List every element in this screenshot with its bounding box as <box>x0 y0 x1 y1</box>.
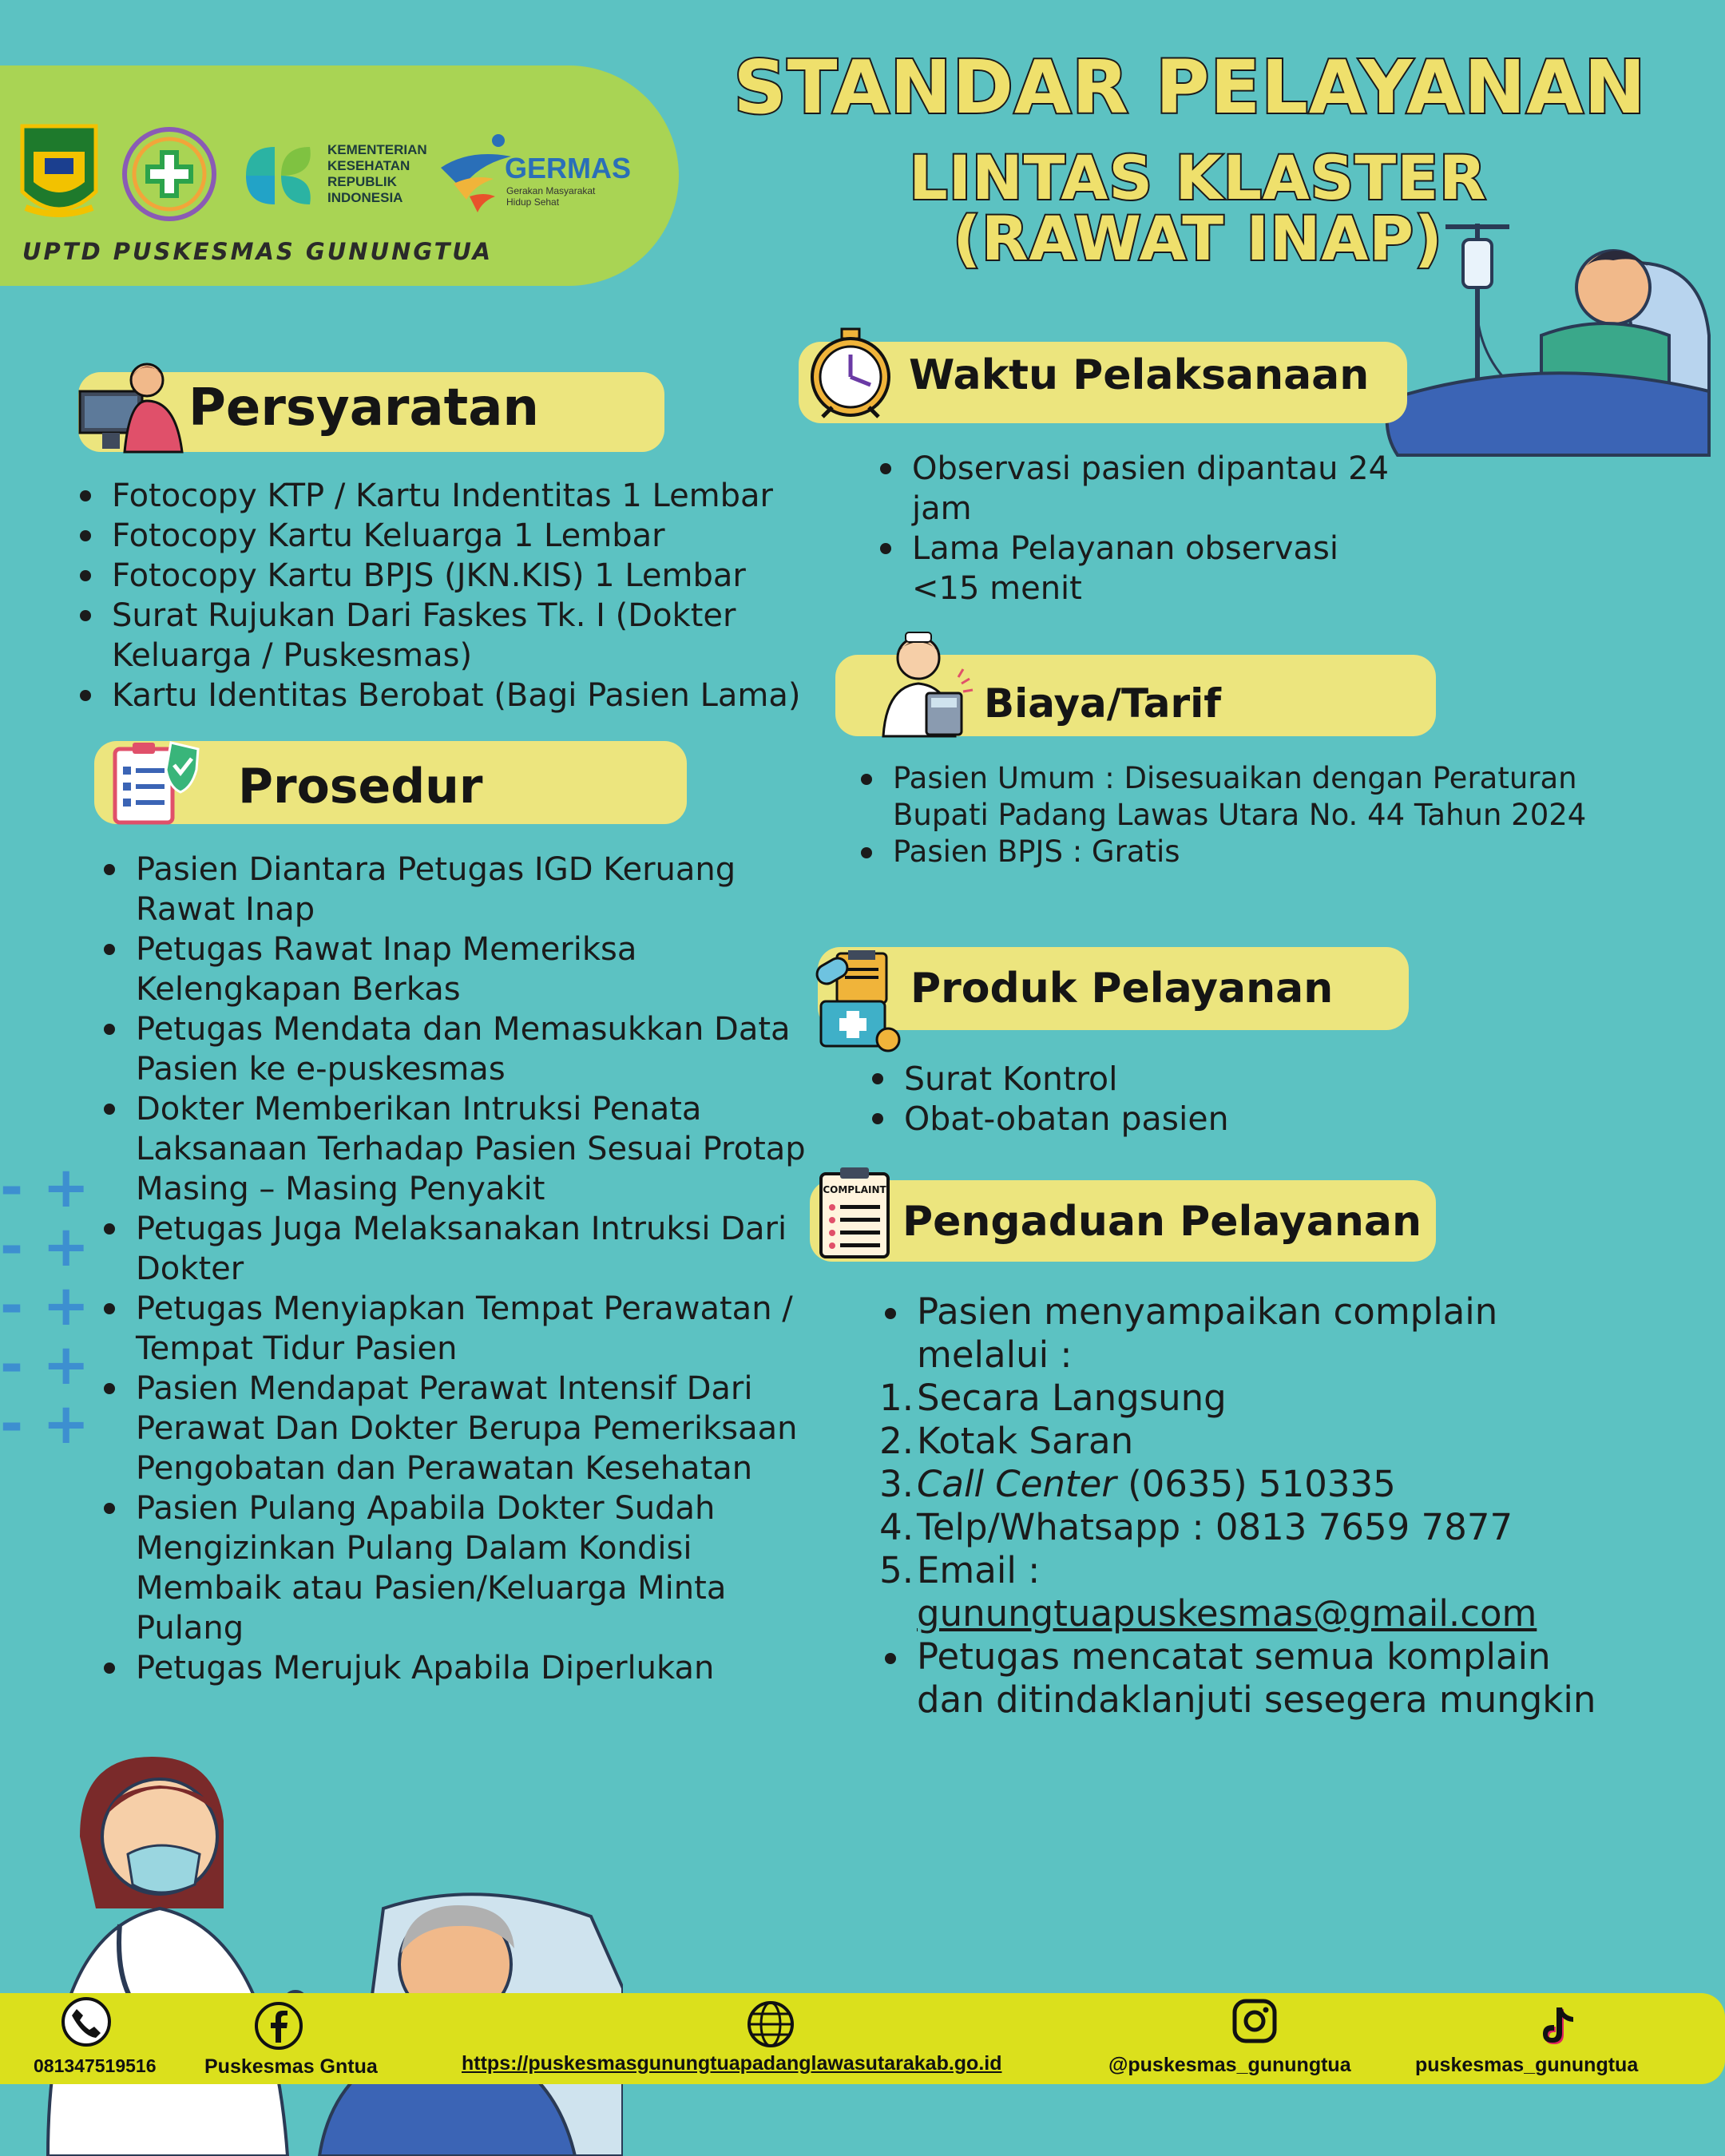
call-center-label: Call Center <box>917 1463 1116 1505</box>
list-item: Lama Pelayanan observasi <15 menit <box>912 529 1407 608</box>
kemenkes-line: KESEHATAN <box>327 158 410 173</box>
list-item: Observasi pasien dipantau 24 jam <box>912 449 1407 529</box>
decor-plus: - + <box>0 1273 90 1338</box>
kemenkes-line: INDONESIA <box>327 190 403 205</box>
puskesmas-logo <box>120 125 219 224</box>
list-item: Dokter Memberikan Intruksi Penata Laksanaan Terhadap Pasien Sesuai Protap Masing – Masing Penyakit <box>136 1089 823 1209</box>
biaya-title: Biaya/Tarif <box>984 680 1221 727</box>
kemenkes-logo <box>238 129 430 222</box>
complaint-clipboard-icon <box>818 1166 893 1260</box>
list-item <box>879 1420 1636 1463</box>
page-title: STANDAR PELAYANAN <box>733 45 1647 130</box>
list-item: Pasien BPJS : Gratis <box>893 834 1612 870</box>
page-subtitle-2: (RAWAT INAP) <box>953 203 1443 274</box>
list-item: Petugas Merujuk Apabila Diperlukan <box>136 1648 823 1688</box>
page-subtitle: LINTAS KLASTER <box>909 142 1487 213</box>
globe-icon <box>746 1999 795 2049</box>
prosedur-title: Prosedur <box>238 759 483 814</box>
patient-in-bed-illustration <box>1382 216 1717 463</box>
pengaduan-final-list <box>917 1635 1604 1722</box>
doctor-icon <box>878 631 974 738</box>
prosedur-list <box>136 850 823 1688</box>
list-item: Fotocopy KTP / Kartu Indentitas 1 Lembar <box>112 476 847 516</box>
footer-facebook[interactable]: Puskesmas Gntua <box>204 2055 378 2078</box>
biaya-list <box>893 760 1612 870</box>
list-item: Obat-obatan pasien <box>904 1099 1463 1139</box>
list-item: Petugas Rawat Inap Memeriksa Kelengkapan Berkas <box>136 929 823 1009</box>
germas-sub-line: Hidup Sehat <box>506 196 560 208</box>
list-item: Surat Kontrol <box>904 1059 1463 1099</box>
org-name: UPTD PUSKESMAS GUNUNGTUA <box>22 238 494 265</box>
footer-phone[interactable]: 081347519516 <box>34 2055 157 2076</box>
list-item: Pasien Diantara Petugas IGD Keruang Rawat Inap <box>136 850 823 929</box>
kemenkes-line: REPUBLIK <box>327 174 397 189</box>
waktu-title: Waktu Pelaksanaan <box>909 351 1370 399</box>
complaint-label: COMPLAINT <box>823 1184 886 1195</box>
list-item: Petugas mencatat semua komplain dan ditindaklanjuti sesegera mungkin <box>917 1635 1604 1722</box>
list-item: Petugas Mendata dan Memasukkan Data Pasien ke e-puskesmas <box>136 1009 823 1089</box>
step-number: 4. <box>879 1506 914 1548</box>
doctor-patient-illustration <box>32 1749 623 2156</box>
pengaduan-intro-list <box>917 1290 1604 1377</box>
persyaratan-list <box>112 476 847 715</box>
step-text: Telp/Whatsapp : 0813 7659 7877 <box>917 1506 1513 1548</box>
list-item: Surat Rujukan Dari Faskes Tk. I (Dokter Keluarga / Puskesmas) <box>112 596 799 676</box>
kemenkes-symbol-icon <box>238 136 326 216</box>
list-item: Pasien Umum : Disesuaikan dengan Peraturan Bupati Padang Lawas Utara No. 44 Tahun 2024 <box>893 760 1612 834</box>
step-number: 5. <box>879 1549 914 1591</box>
regency-logo <box>18 120 101 227</box>
kemenkes-line: KEMENTERIAN <box>327 142 427 157</box>
germas-logo <box>438 129 632 219</box>
germas-title: GERMAS <box>505 152 632 184</box>
list-item <box>879 1506 1636 1549</box>
pengaduan-steps-list <box>879 1377 1636 1635</box>
list-item: Kartu Identitas Berobat (Bagi Pasien Lama) <box>112 676 847 715</box>
list-item: Pasien menyampaikan complain melalui : <box>917 1290 1604 1377</box>
footer-tiktok[interactable]: puskesmas_gunungtua <box>1415 2054 1639 2076</box>
list-item: Petugas Juga Melaksanakan Intruksi Dari Dokter <box>136 1209 823 1289</box>
list-item: Pasien Pulang Apabila Dokter Sudah Mengizinkan Pulang Dalam Kondisi Membaik atau Pasien/Keluarga Minta Pulang <box>136 1488 823 1648</box>
medical-kit-icon <box>813 950 901 1054</box>
footer-instagram[interactable]: @puskesmas_gunungtua <box>1108 2054 1351 2076</box>
step-number: 1. <box>879 1377 914 1419</box>
decor-plus: - + <box>0 1155 90 1220</box>
persyaratan-title: Persyaratan <box>188 378 539 438</box>
list-item: Petugas Menyiapkan Tempat Perawatan / Tempat Tidur Pasien <box>136 1289 823 1369</box>
tiktok-icon <box>1538 2004 1576 2047</box>
instagram-icon <box>1231 1998 1278 2044</box>
germas-sub-line: Gerakan Masyarakat <box>506 185 596 196</box>
email-link[interactable]: gunungtuapuskesmas@gmail.com <box>917 1592 1537 1635</box>
facebook-icon <box>254 2001 303 2051</box>
waktu-list <box>912 449 1407 608</box>
step-text: Secara Langsung <box>917 1377 1227 1419</box>
step-number: 3. <box>879 1463 914 1505</box>
step-text: (0635) 510335 <box>1116 1463 1396 1505</box>
list-item <box>879 1463 1636 1506</box>
checklist-icon <box>109 738 204 826</box>
list-item <box>879 1377 1636 1420</box>
decor-plus: - + <box>0 1391 90 1456</box>
decor-plus: - + <box>0 1214 90 1279</box>
step-text: Email : <box>917 1549 1041 1591</box>
list-item: Pasien Mendapat Perawat Intensif Dari Perawat Dan Dokter Berupa Pemeriksaan Pengobatan dan Perawatan Kesehatan <box>136 1369 823 1488</box>
produk-title: Produk Pelayanan <box>910 965 1334 1013</box>
decor-plus: - + <box>0 1332 90 1397</box>
produk-list <box>904 1059 1463 1139</box>
receptionist-icon <box>75 356 187 455</box>
germas-symbol-icon <box>438 133 514 216</box>
step-number: 2. <box>879 1420 914 1462</box>
list-item <box>879 1549 1636 1635</box>
list-item: Fotocopy Kartu BPJS (JKN.KIS) 1 Lembar <box>112 556 847 596</box>
list-item: Fotocopy Kartu Keluarga 1 Lembar <box>112 516 847 556</box>
phone-icon <box>61 1996 112 2047</box>
step-text: Kotak Saran <box>917 1420 1134 1462</box>
clock-icon <box>807 327 894 422</box>
pengaduan-title: Pengaduan Pelayanan <box>902 1198 1422 1246</box>
footer-website[interactable]: https://puskesmasgunungtuapadanglawasutarakab.go.id <box>462 2052 1002 2075</box>
